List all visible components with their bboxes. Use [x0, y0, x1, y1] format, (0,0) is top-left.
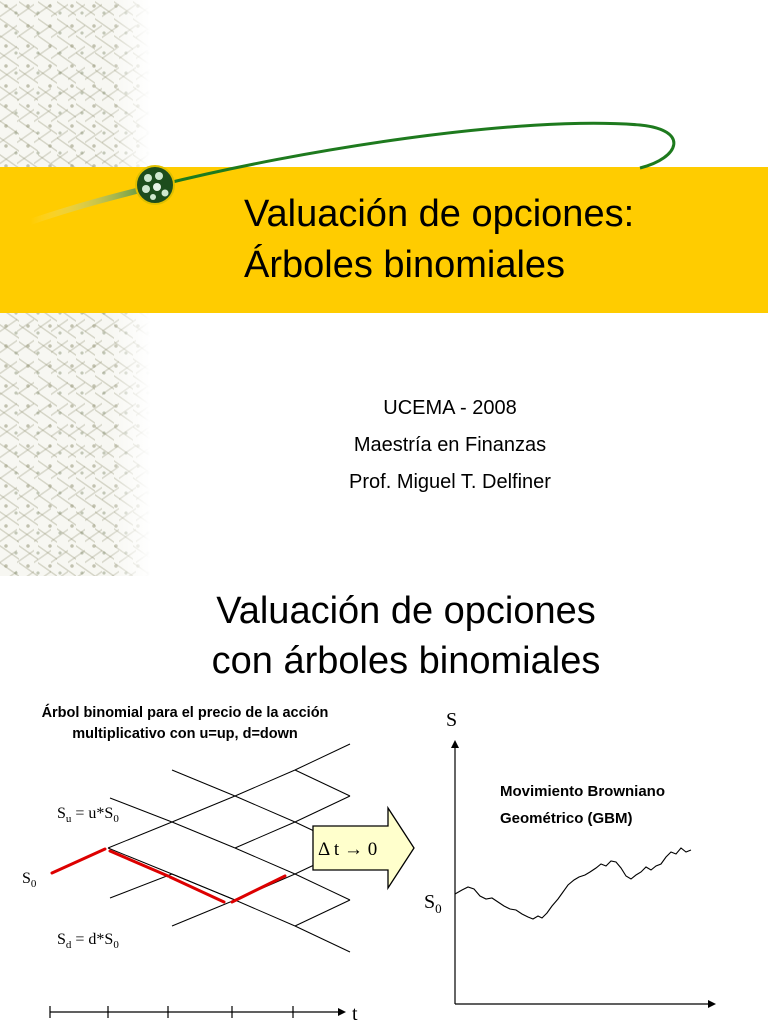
- institution-text: UCEMA - 2008: [383, 397, 517, 419]
- sd-label: $S_d = d*S_0$: [57, 931, 119, 951]
- ball-icon: [136, 166, 174, 204]
- binomial-tree-slide: [0, 576, 768, 1024]
- gbm-s0-label: $S_0$: [424, 891, 442, 916]
- gbm-path: [455, 848, 691, 919]
- subtitle-block: [300, 390, 600, 501]
- s-axis-label: S: [446, 709, 458, 731]
- main-title-line1: Valuación de opciones:: [244, 193, 635, 235]
- highlighted-path: [52, 849, 285, 902]
- tree-caption-line1: Árbol binomial para el precio de la acción: [41, 705, 329, 721]
- gbm-caption-line2: Geométrico (GBM): [500, 810, 633, 827]
- professor-text: Prof. Miguel T. Delfiner: [349, 471, 551, 493]
- program-text: Maestría en Finanzas: [353, 434, 547, 456]
- arrow-label: Δ t → 0: [318, 839, 378, 860]
- tree-caption-line2: multiplicativo con u=up, d=down: [72, 726, 298, 742]
- main-title: [244, 189, 634, 291]
- gbm-caption-line1: Movimiento Browniano: [500, 783, 665, 800]
- t-axis-label: t: [352, 1003, 358, 1024]
- slide2-title-line2: con árboles binomiales: [211, 640, 601, 682]
- s0-label: $S_0$: [22, 870, 37, 890]
- gbm-caption: [500, 778, 665, 832]
- su-label: $S_u = u*S_0$: [57, 805, 119, 825]
- time-axis: [50, 1006, 346, 1018]
- main-title-line2: Árboles binomiales: [244, 244, 566, 286]
- slide2-title-line1: Valuación de opciones: [216, 590, 596, 632]
